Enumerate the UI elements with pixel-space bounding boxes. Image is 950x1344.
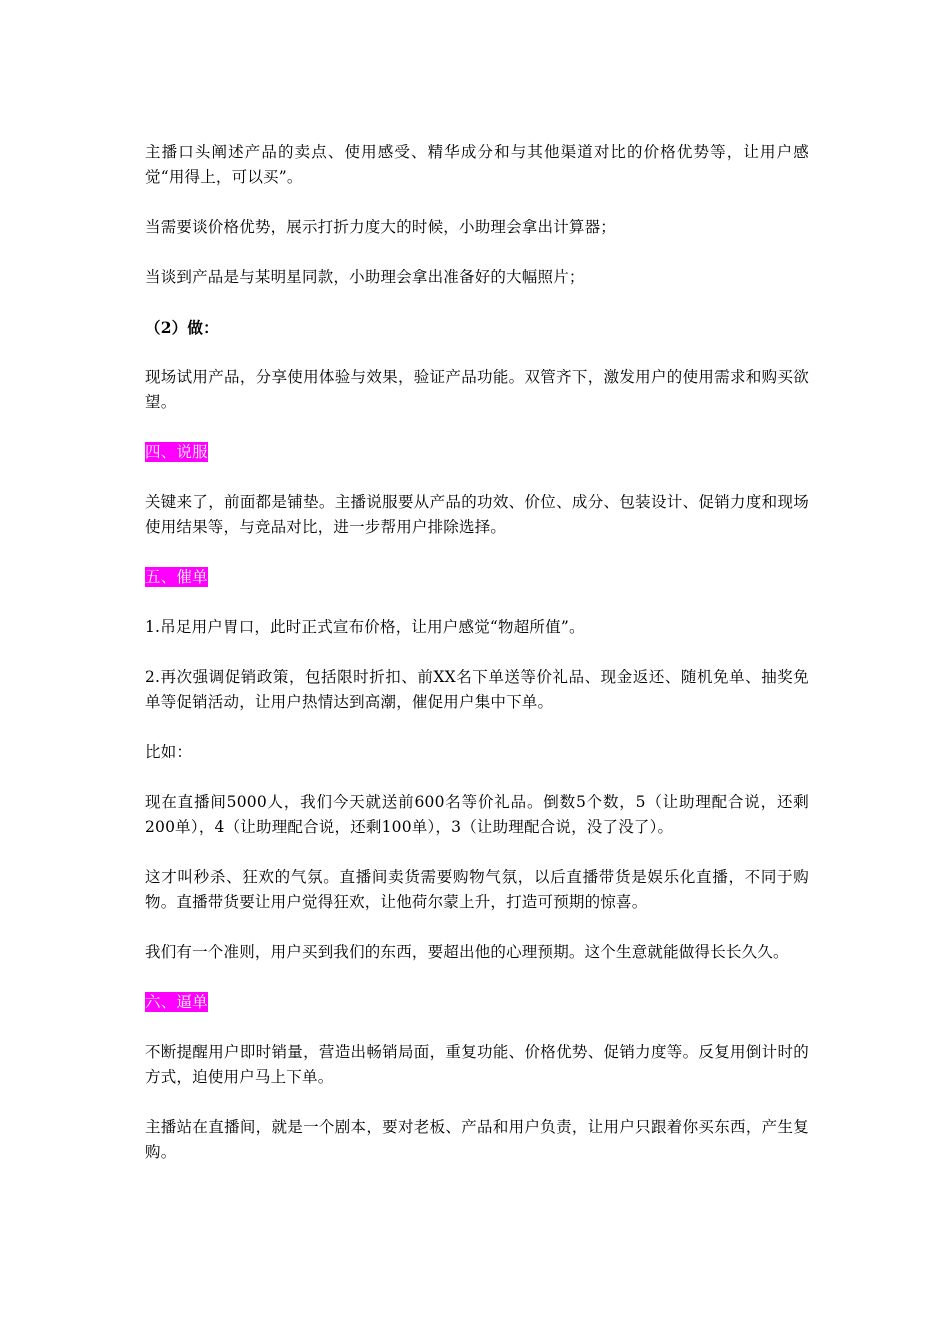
paragraph-principle: 我们有一个准则，用户买到我们的东西，要超出他的心理预期。这个生意就能做得长长久久。 xyxy=(145,943,789,961)
paragraph-speak-selling-points: 主播口头阐述产品的卖点、使用感受、精华成分和与其他渠道对比的价格优势等，让用户感觉“用得上，可以买”。 xyxy=(145,143,809,186)
paragraph-countdown-example: 现在直播间5000人，我们今天就送前600名等价礼品。倒数5个数，5（让助理配合说，还剩200单），4（让助理配合说，还剩100单），3（让助理配合说，没了没了）。 xyxy=(145,793,809,836)
paragraph-calculator: 当需要谈价格优势，展示打折力度大的时候，小助理会拿出计算器； xyxy=(145,218,617,236)
paragraph-for-example: 比如： xyxy=(145,743,193,761)
paragraph-live-trial: 现场试用产品，分享使用体验与效果，验证产品功能。双管齐下，激发用户的使用需求和购买欲望。 xyxy=(145,368,809,411)
section-heading-urge-order xyxy=(145,565,809,590)
paragraph-promotion-policy: 2.再次强调促销政策，包括限时折扣、前XX名下单送等价礼品、现金返还、随机免单、抽奖免单等促销活动，让用户热情达到高潮，催促用户集中下单。 xyxy=(145,668,809,711)
highlighted-heading-text: 四、说服 xyxy=(145,443,208,461)
paragraph-celebrity-photo: 当谈到产品是与某明星同款，小助理会拿出准备好的大幅照片； xyxy=(145,268,585,286)
section-heading-persuade xyxy=(145,440,809,465)
highlighted-heading-text: 五、催单 xyxy=(145,568,208,586)
paragraph-host-script: 主播站在直播间，就是一个剧本，要对老板、产品和用户负责，让用户只跟着你买东西，产生复购。 xyxy=(145,1118,809,1161)
paragraph-persuade: 关键来了，前面都是铺垫。主播说服要从产品的功效、价位、成分、包装设计、促销力度和现场使用结果等，与竞品对比，进一步帮用户排除选择。 xyxy=(145,493,809,536)
paragraph-announce-price: 1.吊足用户胃口，此时正式宣布价格，让用户感觉“物超所值”。 xyxy=(145,618,585,636)
paragraph-shopping-atmosphere: 这才叫秒杀、狂欢的气氛。直播间卖货需要购物气氛，以后直播带货是娱乐化直播，不同于购物。直播带货要让用户觉得狂欢，让他荷尔蒙上升，打造可预期的惊喜。 xyxy=(145,868,809,911)
document-body xyxy=(145,140,809,1190)
paragraph-remind-sales: 不断提醒用户即时销量，营造出畅销局面，重复功能、价格优势、促销力度等。反复用倒计时的方式，迫使用户马上下单。 xyxy=(145,1043,809,1086)
highlighted-heading-text: 六、逼单 xyxy=(145,993,208,1011)
subheading-do: （2）做： xyxy=(145,318,219,337)
section-heading-force-order xyxy=(145,990,809,1015)
